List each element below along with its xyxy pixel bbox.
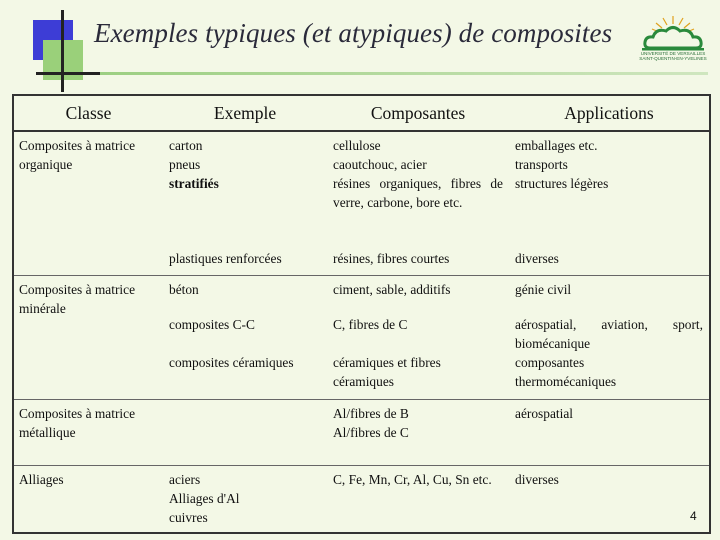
cell-exemple: composites C-C (169, 317, 255, 332)
cell-composantes: céramiques et fibres céramiques (333, 355, 441, 389)
cell-exemple (163, 400, 327, 466)
cell-exemple: composites céramiques (169, 355, 294, 370)
cell-composantes: résines, fibres courtes (333, 251, 450, 266)
cell-applications: diverses (509, 466, 710, 534)
header-exemple: Exemple (163, 95, 327, 131)
cell-classe: Alliages (13, 466, 163, 534)
table-row (13, 276, 710, 316)
title-underline (100, 72, 708, 75)
cell-applications: diverses (515, 251, 559, 266)
cell-exemple: plastiques renforcées (169, 251, 282, 266)
cell-applications: emballages etc. transports structures légères (515, 138, 609, 191)
cell-composantes: C, Fe, Mn, Cr, Al, Cu, Sn etc. (327, 466, 509, 534)
cell-applications: aérospatial (509, 400, 710, 466)
composites-table (12, 94, 711, 534)
cell-classe: Composites à matrice organique (19, 138, 136, 172)
logo-text: UNIVERSITÉ DE VERSAILLES SAINT-QUENTIN-EN-YVELINES (639, 51, 707, 62)
cell-composantes: ciment, sable, additifs (327, 276, 509, 316)
cell-classe: Composites à matrice métallique (13, 400, 163, 466)
cell-exemple: carton pneus stratifiés (169, 138, 219, 191)
header-classe: Classe (13, 95, 163, 131)
cell-composantes: C, fibres de C (333, 317, 408, 332)
cell-exemple: béton (163, 276, 327, 316)
table-row (13, 400, 710, 466)
cell-exemple: aciers Alliages d'Al cuivres (163, 466, 327, 534)
header-applications: Applications (509, 95, 710, 131)
table-row (13, 131, 710, 249)
decor-vertical-line (61, 10, 64, 92)
slide-title: Exemples typiques (et atypiques) de composites (94, 18, 613, 48)
cell-applications: aérospatial, aviation, sport, biomécanique composantes thermomécaniques (515, 317, 703, 389)
cell-composantes: cellulose caoutchouc, acier résines organiques, fibres de verre, carbone, bore etc. (333, 138, 503, 210)
cell-classe: Composites à matrice minérale (13, 276, 163, 400)
cell-applications: génie civil (509, 276, 710, 316)
cell-composantes: Al/fibres de B Al/fibres de C (327, 400, 509, 466)
header-composantes: Composantes (327, 95, 509, 131)
page-number: 4 (690, 509, 697, 523)
table-row (13, 466, 710, 534)
table-header-row (13, 95, 710, 131)
